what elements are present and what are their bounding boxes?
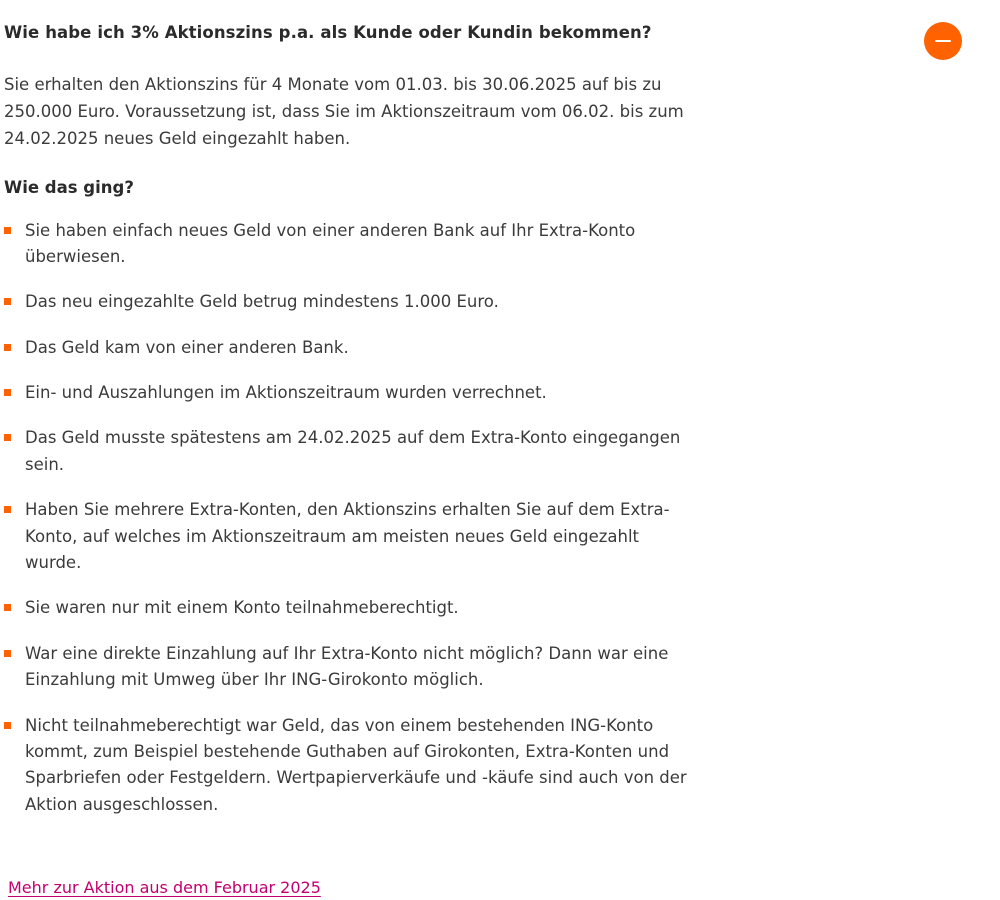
faq-content <box>0 22 690 900</box>
square-bullet-icon <box>4 298 11 305</box>
faq-sub-heading: Wie das ging? <box>4 178 134 198</box>
list-item-text: Das neu eingezahlte Geld betrug mindestens 1.000 Euro. <box>25 292 499 312</box>
list-item-text: Das Geld musste spätestens am 24.02.2025 auf dem Extra-Konto eingegangen sein. <box>25 428 681 474</box>
footer-link-container <box>4 876 690 900</box>
more-about-campaign-link[interactable]: Mehr zur Aktion aus dem Februar 2025 <box>8 878 321 898</box>
square-bullet-icon <box>4 434 11 441</box>
list-item <box>4 218 690 271</box>
list-item-text: Sie haben einfach neues Geld von einer anderen Bank auf Ihr Extra-Konto überwiesen. <box>25 220 636 266</box>
list-item <box>4 713 690 819</box>
faq-condition-list <box>4 218 690 819</box>
square-bullet-icon <box>4 506 11 513</box>
list-item-text: War eine direkte Einzahlung auf Ihr Extra-Konto nicht möglich? Dann war eine Einzahlung mit Umweg über Ihr ING-Girokonto möglich. <box>25 643 669 690</box>
list-item-text: Sie waren nur mit einem Konto teilnahmeberechtigt. <box>25 598 459 618</box>
list-item-text: Nicht teilnahmeberechtigt war Geld, das von einem bestehenden ING-Konto kommt, zum Beispiel bestehende Guthaben auf Girokonten, Extra-Konten und Sparbriefen oder Festgeldern. Wertpapierverkäufe und -käufe sind auch von der Aktion ausgeschlossen. <box>25 715 687 814</box>
list-item-text: Ein- und Auszahlungen im Aktionszeitraum wurden verrechnet. <box>25 383 547 403</box>
list-item <box>4 425 690 478</box>
collapse-toggle-button[interactable] <box>924 22 962 60</box>
faq-question-title: Wie habe ich 3% Aktionszins p.a. als Kunde oder Kundin bekommen? <box>4 23 652 42</box>
list-item <box>4 289 690 315</box>
square-bullet-icon <box>4 344 11 351</box>
list-item-text: Das Geld kam von einer anderen Bank. <box>25 337 349 357</box>
square-bullet-icon <box>4 650 11 657</box>
square-bullet-icon <box>4 227 11 234</box>
list-item-text: Haben Sie mehrere Extra-Konten, den Aktionszins erhalten Sie auf dem Extra-Konto, auf welches im Aktionszeitraum am meisten neues Geld eingezahlt wurde. <box>25 500 670 573</box>
square-bullet-icon <box>4 389 11 396</box>
list-item <box>4 335 690 361</box>
square-bullet-icon <box>4 604 11 611</box>
list-item <box>4 641 690 694</box>
list-item <box>4 497 690 576</box>
list-item <box>4 380 690 406</box>
minus-icon <box>935 40 951 43</box>
square-bullet-icon <box>4 722 11 729</box>
list-item <box>4 595 690 621</box>
faq-intro-paragraph: Sie erhalten den Aktionszins für 4 Monate vom 01.03. bis 30.06.2025 auf bis zu 250.000 Euro. Voraussetzung ist, dass Sie im Aktionszeitraum vom 06.02. bis zum 24.02.2025 neues Geld eingezahlt haben. <box>4 75 684 148</box>
